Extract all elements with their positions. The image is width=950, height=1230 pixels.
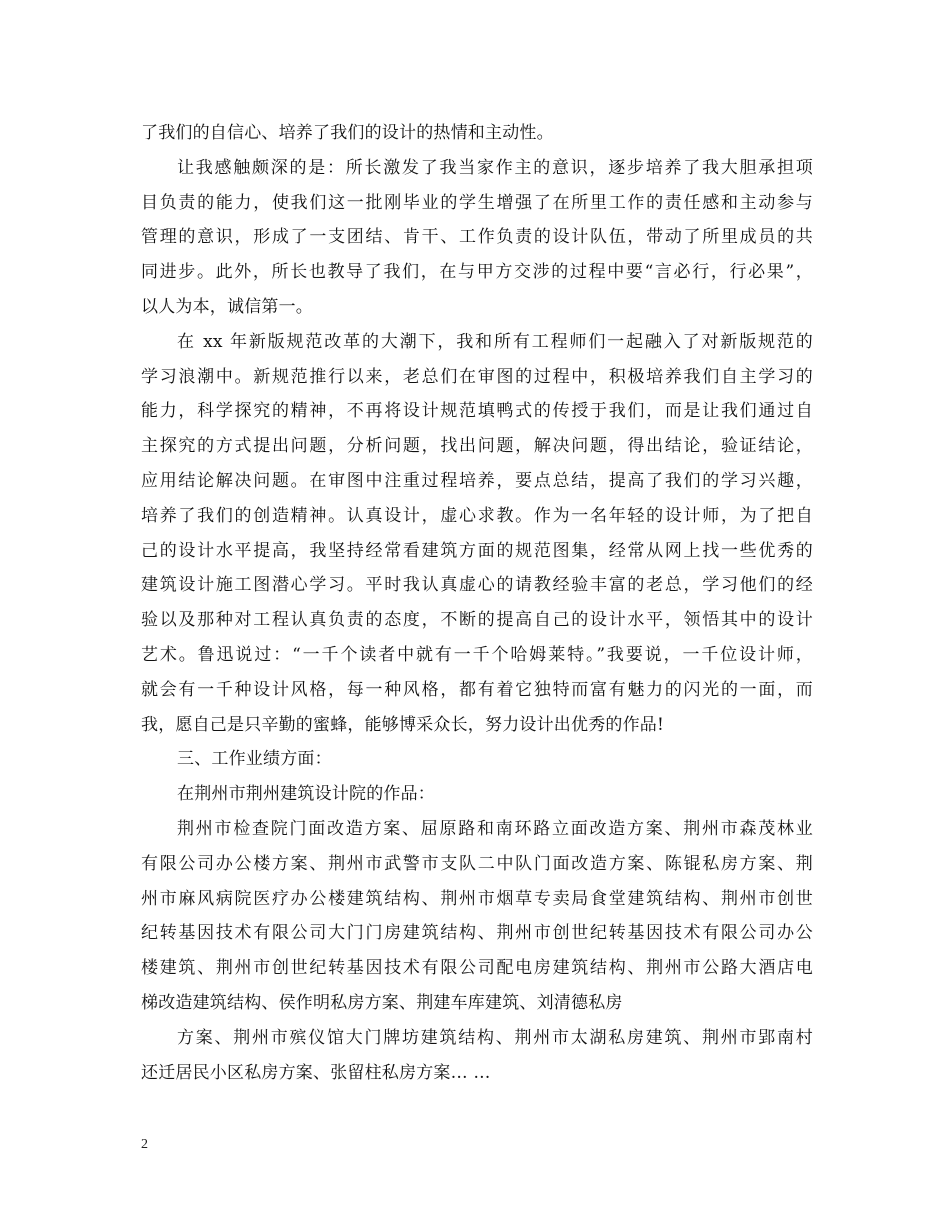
- text-line: 能力，科学探究的精神，不再将设计规范填鸭式的传授于我们，而是让我们通过自: [141, 401, 813, 422]
- text-line: 纪转基因技术有限公司大门门房建筑结构、荆州市创世纪转基因技术有限公司办公: [141, 923, 813, 944]
- text-line: 同进步。此外，所长也教导了我们，在与甲方交涉的过程中要“言必行，行必果”，: [141, 262, 813, 283]
- text-line: 主探究的方式提出问题，分析问题，找出问题，解决问题，得出结论，验证结论，: [141, 436, 813, 457]
- text-line: 目负责的能力，使我们这一批刚毕业的学生增强了在所里工作的责任感和主动参与: [141, 192, 813, 213]
- text-line: 培养了我们的创造精神。认真设计，虚心求教。作为一名年轻的设计师，为了把自: [141, 505, 813, 526]
- text-line: 还迁居民小区私房方案、张留柱私房方案… …: [141, 1062, 491, 1083]
- section-heading: 三、工作业绩方面：: [177, 749, 332, 770]
- text-line: 有限公司办公楼方案、荆州市武警市支队二中队门面改造方案、陈锟私房方案、荆: [141, 853, 813, 874]
- text-line: 艺术。鲁迅说过：“一千个读者中就有一千个哈姆莱特。”我要说，一千位设计师，: [141, 644, 813, 665]
- text-line: 应用结论解决问题。在审图中注重过程培养，要点总结，提高了我们的学习兴趣，: [141, 470, 813, 491]
- text-line: 建筑设计施工图潜心学习。平时我认真虚心的请教经验丰富的老总，学习他们的经: [141, 575, 813, 596]
- text-line: 让我感触颇深的是：所长激发了我当家作主的意识，逐步培养了我大胆承担项: [177, 157, 813, 178]
- text-line: 方案、荆州市殡仪馆大门牌坊建筑结构、荆州市太湖私房建筑、荆州市郢南村: [177, 1027, 813, 1048]
- text-line: 梯改造建筑结构、侯作明私房方案、荆建车库建筑、刘清德私房: [141, 992, 623, 1013]
- document-body: [141, 116, 813, 1090]
- text-line: 就会有一千种设计风格，每一种风格，都有着它独特而富有魅力的闪光的一面，而: [141, 679, 813, 700]
- text-line: 荆州市检查院门面改造方案、屈原路和南环路立面改造方案、荆州市森茂林业: [177, 818, 813, 839]
- text-line: 我，愿自己是只辛勤的蜜蜂，能够博采众长，努力设计出优秀的作品!: [141, 714, 665, 735]
- text-line: 管理的意识，形成了一支团结、肯干、工作负责的设计队伍，带动了所里成员的共: [141, 227, 813, 248]
- text-line: 楼建筑、荆州市创世纪转基因技术有限公司配电房建筑结构、荆州市公路大酒店电: [141, 958, 813, 979]
- text-line: 以人为本，诚信第一。: [141, 296, 313, 317]
- text-line: 己的设计水平提高，我坚持经常看建筑方面的规范图集，经常从网上找一些优秀的: [141, 540, 813, 561]
- text-line: 验以及那种对工程认真负责的态度，不断的提高自己的设计水平，领悟其中的设计: [141, 610, 813, 631]
- text-line: 州市麻风病院医疗办公楼建筑结构、荆州市烟草专卖局食堂建筑结构、荆州市创世: [141, 888, 813, 909]
- text-line: 学习浪潮中。新规范推行以来，老总们在审图的过程中，积极培养我们自主学习的: [141, 366, 813, 387]
- text-line: 了我们的自信心、培养了我们的设计的热情和主动性。: [141, 123, 554, 143]
- text-line: 在荆州市荆州建筑设计院的作品：: [177, 784, 435, 805]
- page-number: 2: [141, 1137, 148, 1152]
- text-line: 在 xx 年新版规范改革的大潮下，我和所有工程师们一起融入了对新版规范的: [177, 331, 813, 352]
